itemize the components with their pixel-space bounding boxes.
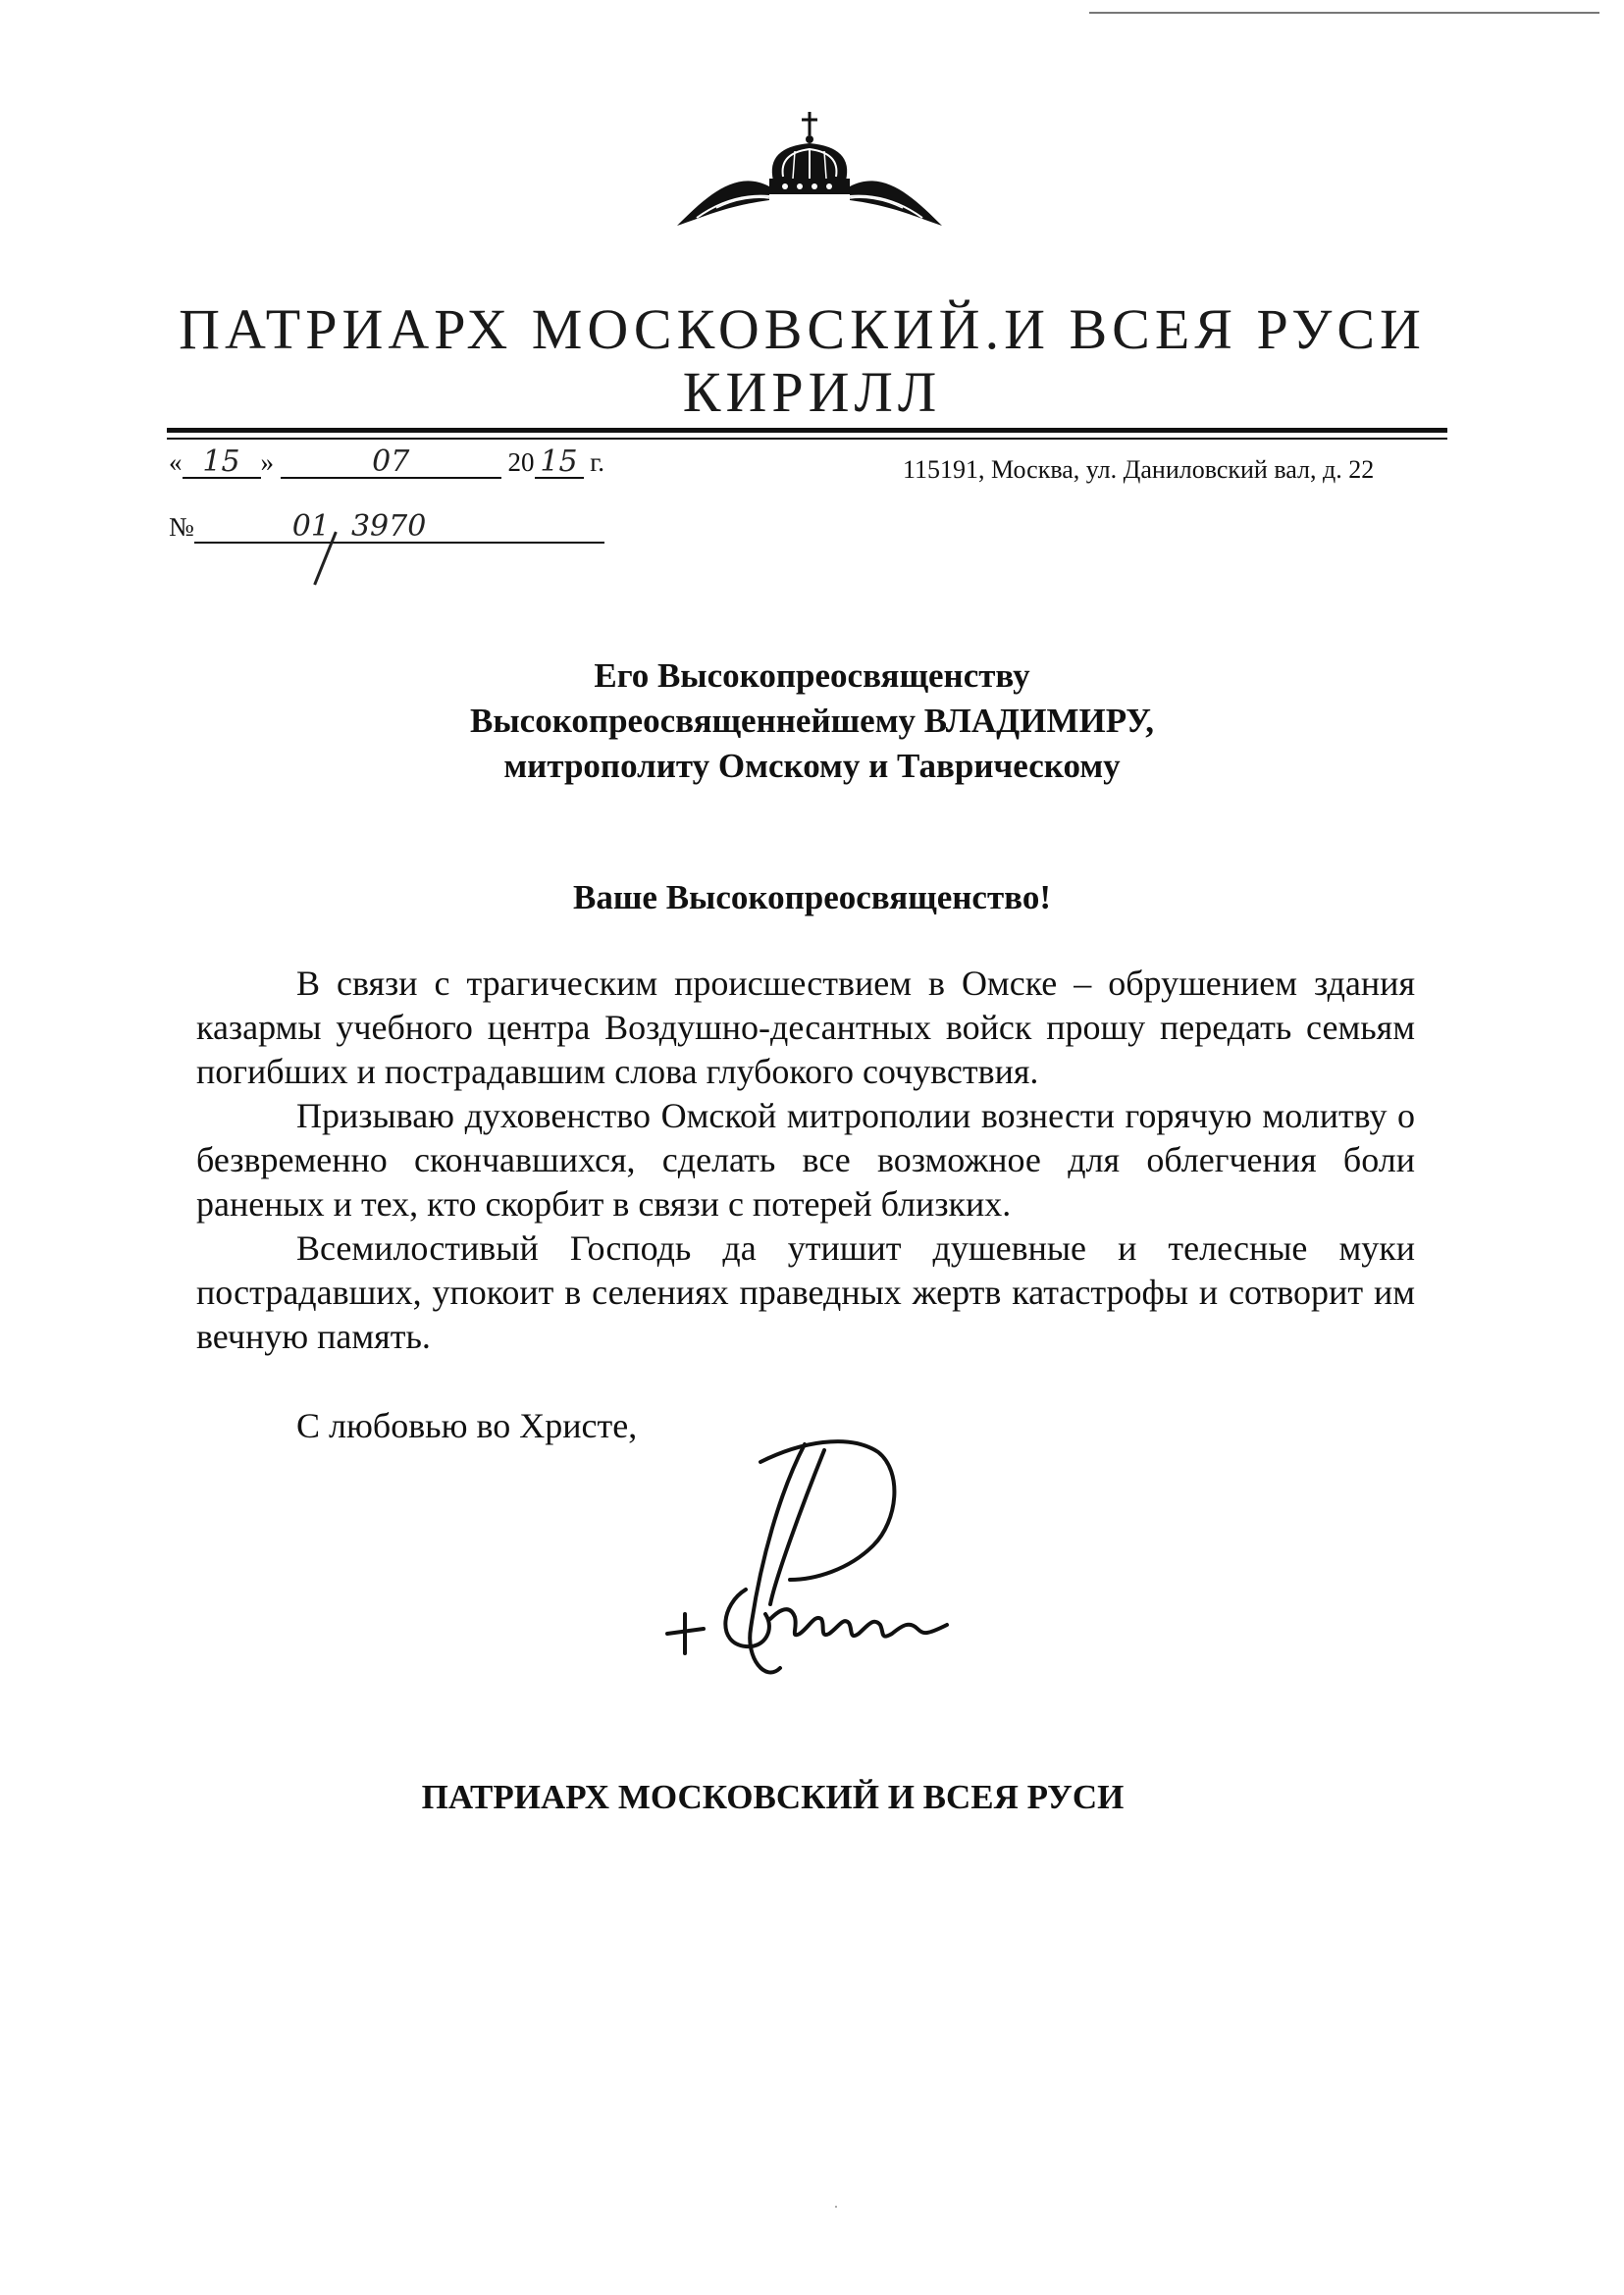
date-row — [169, 444, 605, 479]
scan-artifact-dot — [835, 2206, 837, 2208]
body-paragraph: Призываю духовенство Омской митрополии вознести горячую молитву о безвременно скончавшихся, сделать все возможное для облегчения боли раненых и тех, кто скорбит в связи с потерей близких. — [196, 1096, 1415, 1224]
document-number-row — [169, 509, 604, 544]
header-rule-thick — [167, 428, 1447, 433]
closing-phrase: С любовью во Христе, — [296, 1406, 638, 1445]
scan-artifact-line — [1089, 12, 1599, 14]
number-label: № — [169, 512, 194, 542]
document-number — [194, 509, 604, 544]
salutation: Ваше Высокопреосвященство! — [573, 878, 1051, 916]
crown-emblem-icon — [667, 110, 952, 237]
header-title: ПАТРИАРХ МОСКОВСКИЙ.И ВСЕЯ РУСИ — [179, 297, 1426, 361]
date-year-unit: г. — [590, 447, 605, 477]
addressee-line-2: Высокопреосвященнейшему ВЛАДИМИРУ, — [470, 702, 1154, 740]
header-rule-thin — [167, 438, 1447, 440]
number-part2: 3970 — [350, 509, 427, 544]
date-year-prefix: 20 — [507, 447, 535, 477]
date-year-suffix: 15 — [535, 447, 584, 479]
sender-address: 115191, Москва, ул. Даниловский вал, д. 22 — [903, 455, 1375, 484]
header-name: КИРИЛЛ — [682, 360, 942, 424]
date-month: 07 — [281, 447, 501, 479]
number-part1: 01 — [291, 509, 330, 544]
body-paragraph: Всемилостивый Господь да утишит душевные и телесные муки пострадавших, упокоит в селениях праведных жертв катастрофы и сотворит им вечную память. — [196, 1228, 1415, 1356]
footer-title: ПАТРИАРХ МОСКОВСКИЙ И ВСЕЯ РУСИ — [421, 1778, 1125, 1816]
date-close-quote: » — [260, 447, 274, 477]
date-day: 15 — [183, 447, 261, 479]
addressee-line-3: митрополиту Омскому и Таврическому — [503, 747, 1121, 785]
signature-icon — [653, 1433, 967, 1693]
date-open-quote: « — [169, 447, 183, 477]
addressee-line-1: Его Высокопреосвященству — [594, 656, 1030, 695]
body-paragraph: В связи с трагическим происшествием в Омске – обрушением здания казармы учебного центра Воздушно-десантных войск прошу передать семьям погибших и пострадавшим слова глубокого сочувствия. — [196, 964, 1415, 1091]
